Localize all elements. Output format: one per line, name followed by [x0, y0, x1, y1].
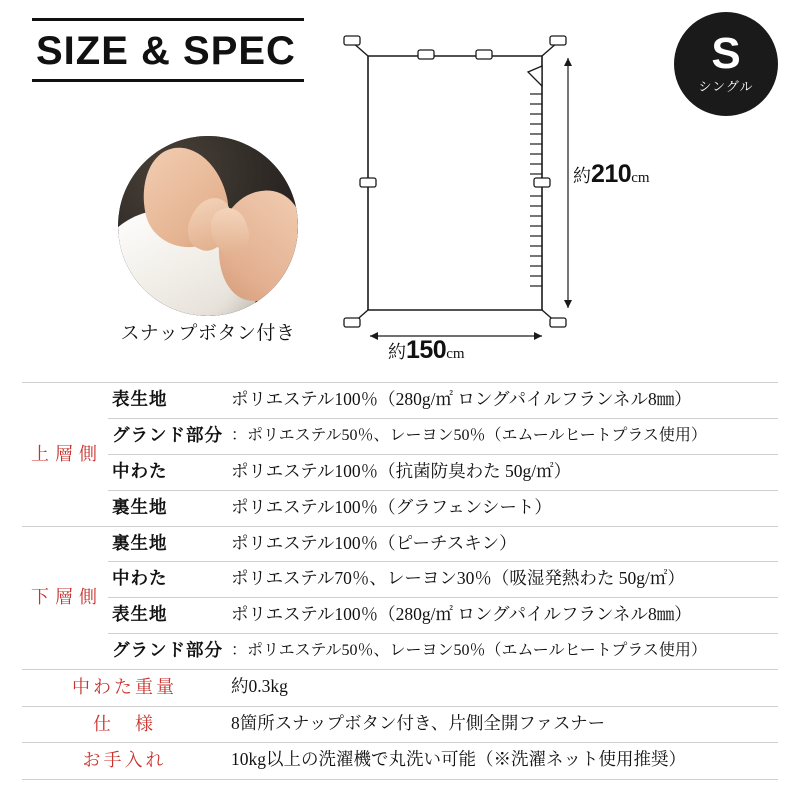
spec-label: 表生地 [108, 383, 227, 419]
product-diagram-svg [330, 28, 690, 368]
dimension-width-unit: cm [446, 346, 465, 362]
spec-value: ポリエステル100％（280g/㎡ ロングパイルフランネル8㎜） [227, 598, 778, 634]
dimension-width [388, 336, 465, 365]
spec-label: 裏生地 [108, 490, 227, 526]
spec-footer-label: お手入れ [22, 743, 227, 780]
spec-footer-value: 約0.3kg [227, 670, 778, 707]
spec-footer-label: 中わた重量 [22, 670, 227, 707]
spec-value: ポリエステル100％（抗菌防臭わた 50g/㎡） [227, 454, 778, 490]
spec-label: 中わた [108, 454, 227, 490]
table-row [22, 743, 778, 780]
snap-button-photo [118, 136, 298, 316]
spec-label: 表生地 [108, 598, 227, 634]
spec-side-upper: 上層側 [22, 383, 108, 527]
spec-footer-value: 8箇所スナップボタン付き、片側全開ファスナー [227, 706, 778, 743]
spec-side-lower: 下層側 [22, 526, 108, 670]
spec-value: ポリエステル70％、レーヨン30％（吸湿発熱わた 50g/㎡） [227, 562, 778, 598]
table-row [22, 634, 778, 670]
table-row [22, 562, 778, 598]
size-badge-label: シングル [698, 79, 754, 95]
spec-value: ポリエステル100％（グラフェンシート） [227, 490, 778, 526]
table-row [22, 490, 778, 526]
spec-label: 中わた [108, 562, 227, 598]
table-row [22, 670, 778, 707]
dimension-height [573, 160, 650, 189]
spec-label: グランド部分 [108, 634, 227, 670]
table-row [22, 526, 778, 562]
spec-value: ：ポリエステル50％、レーヨン50％（エムールヒートプラス使用） [227, 634, 778, 670]
photo-caption: スナップボタン付き [120, 323, 296, 344]
page-title: SIZE & SPEC [36, 29, 296, 73]
spec-footer-value: 10kg以上の洗濯機で丸洗い可能（※洗濯ネット使用推奨） [227, 743, 778, 780]
table-row [22, 383, 778, 419]
table-row [22, 706, 778, 743]
product-diagram [330, 28, 690, 368]
dimension-width-prefix: 約 [388, 342, 406, 362]
table-row [22, 598, 778, 634]
dimension-width-value: 150 [406, 336, 447, 364]
table-row [22, 418, 778, 454]
spec-value: ：ポリエステル50％、レーヨン50％（エムールヒートプラス使用） [227, 418, 778, 454]
spec-value: ポリエステル100％（280g/㎡ ロングパイルフランネル8㎜） [227, 383, 778, 419]
spec-label: グランド部分 [108, 418, 227, 454]
table-row [22, 454, 778, 490]
dimension-height-unit: cm [631, 170, 650, 186]
page-title-block [32, 18, 304, 82]
dimension-height-prefix: 約 [573, 166, 591, 186]
spec-label: 裏生地 [108, 526, 227, 562]
spec-value: ポリエステル100％（ピーチスキン） [227, 526, 778, 562]
spec-footer-label: 仕 様 [22, 706, 227, 743]
dimension-height-value: 210 [591, 160, 632, 188]
size-badge-letter: S [711, 28, 741, 78]
spec-table [22, 382, 778, 780]
title-rule-bottom [32, 79, 304, 82]
